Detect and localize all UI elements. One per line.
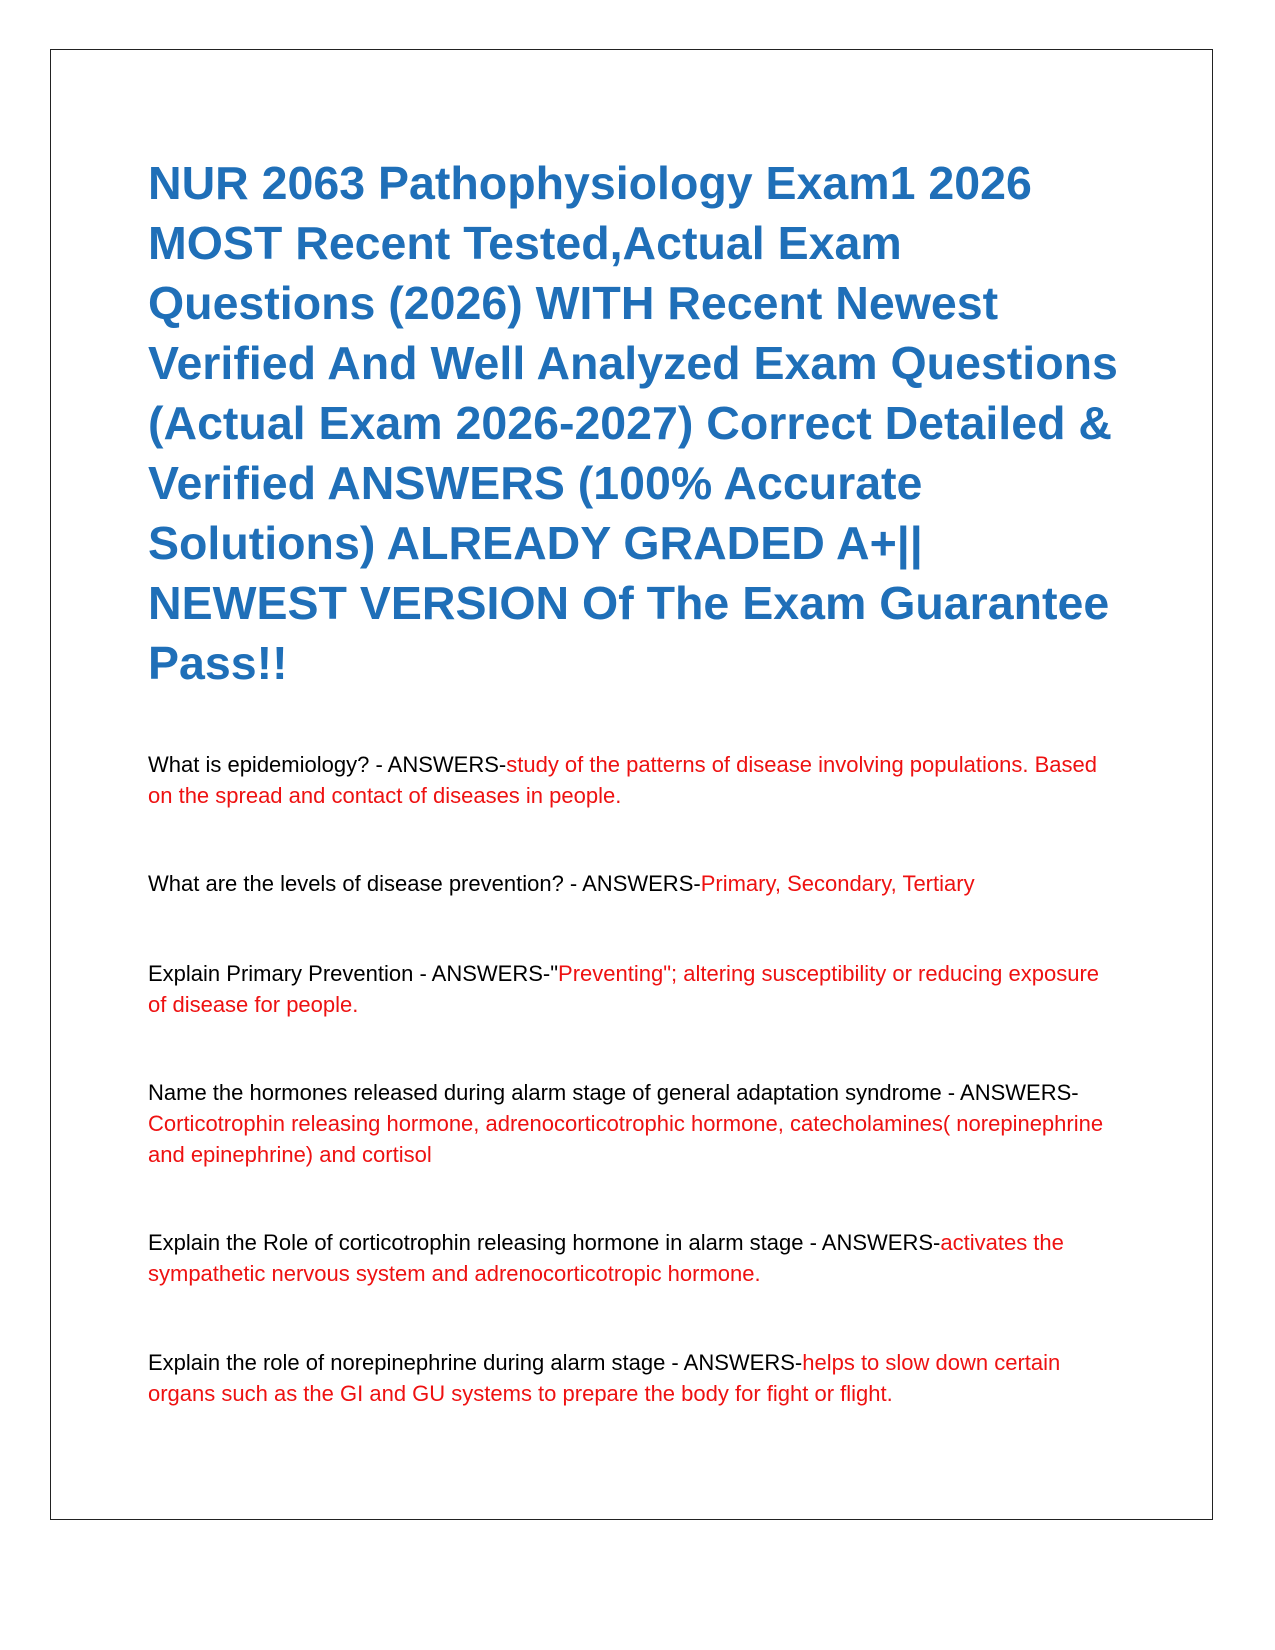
question-text: Explain Primary Prevention - ANSWERS-"	[148, 961, 559, 986]
question-text: What is epidemiology? - ANSWERS-	[148, 752, 507, 777]
qa-item	[148, 1227, 1123, 1289]
question-text: Name the hormones released during alarm stage of general adaptation syndrome - ANSWERS-	[148, 1080, 1079, 1105]
answer-text: Corticotrophin releasing hormone, adrenocorticotrophic hormone, catecholamines( norepinephrine and epinephrine) and cortisol	[148, 1111, 1104, 1167]
qa-item	[148, 958, 1123, 1020]
qa-item	[148, 868, 1123, 899]
qa-item	[148, 749, 1123, 811]
answer-text: helps to slow down certain organs such as the GI and GU systems to prepare the body for fight or flight.	[148, 1350, 1061, 1406]
document-title: NUR 2063 Pathophysiology Exam1 2026 MOST Recent Tested,Actual Exam Questions (2026) WITH Recent Newest Verified And Well Analyzed Exam Questions (Actual Exam 2026-2027) Correct Detailed & Verified ANSWERS (100% Accurate Solutions) ALREADY GRADED A+|| NEWEST VERSION Of The Exam Guarantee Pass!!	[148, 157, 1118, 689]
answer-text: study of the patterns of disease involving populations. Based on the spread and contact of diseases in people.	[148, 752, 1097, 808]
qa-item	[148, 1077, 1123, 1170]
question-text: Explain the Role of corticotrophin releasing hormone in alarm stage - ANSWERS-	[148, 1230, 941, 1255]
question-text: What are the levels of disease prevention? - ANSWERS-	[148, 871, 701, 896]
answer-text: Preventing"; altering susceptibility or reducing exposure of disease for people.	[148, 961, 1100, 1017]
qa-item	[148, 1347, 1123, 1409]
answer-text: activates the sympathetic nervous system and adrenocorticotropic hormone.	[148, 1230, 1064, 1286]
question-text: Explain the role of norepinephrine during alarm stage - ANSWERS-	[148, 1350, 803, 1375]
answer-text: Primary, Secondary, Tertiary	[700, 871, 975, 896]
